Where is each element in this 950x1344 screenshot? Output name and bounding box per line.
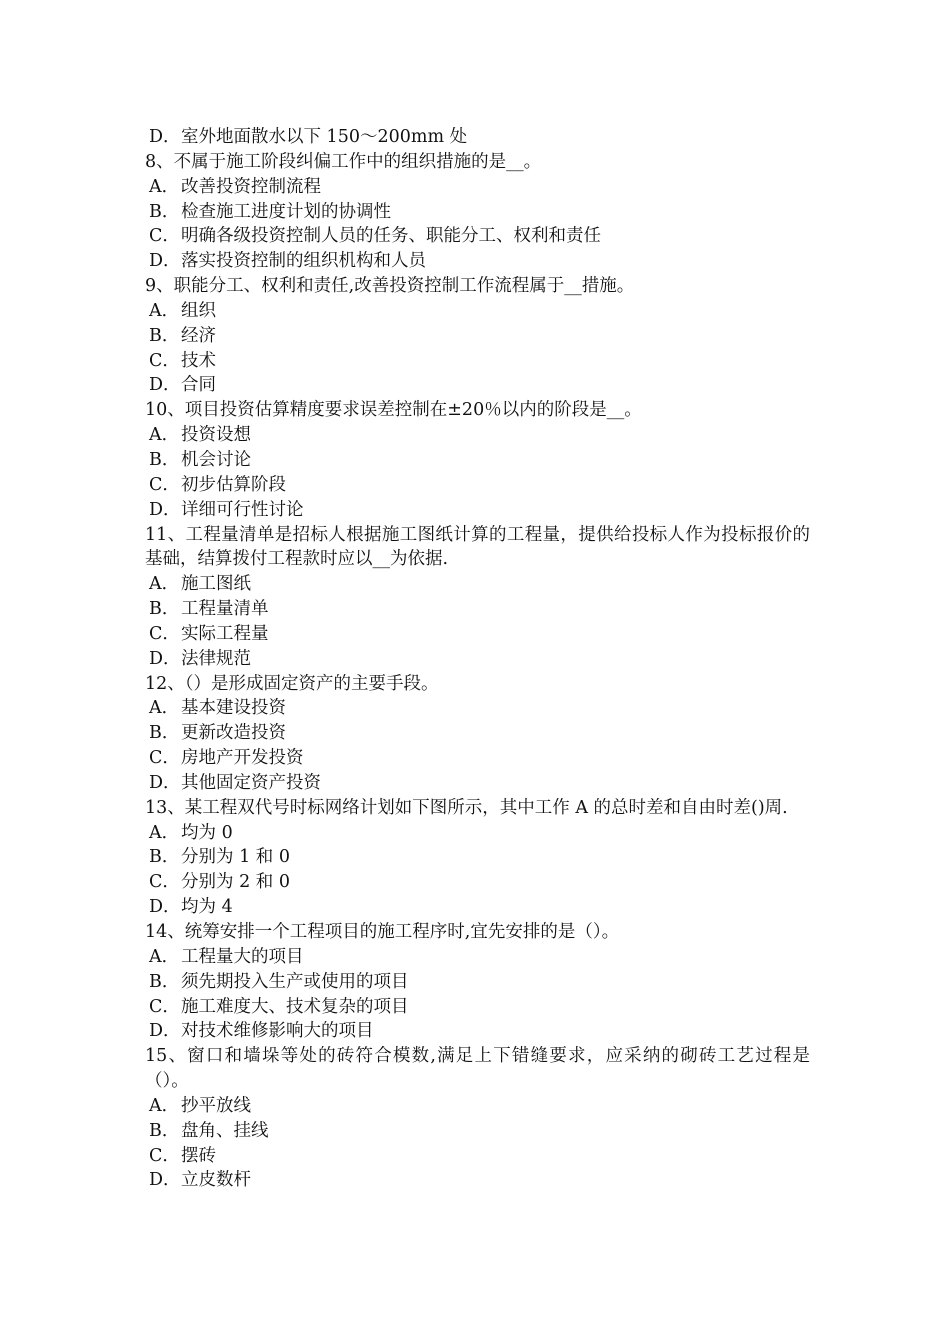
option-letter: B．	[149, 1120, 180, 1141]
option-letter: B．	[149, 449, 180, 470]
option-text: 均为 0	[181, 822, 233, 843]
option-letter: A．	[149, 698, 180, 719]
option-line	[145, 224, 810, 249]
option-letter: B．	[149, 599, 180, 620]
option-text: 基本建设投资	[181, 698, 286, 719]
option-line	[145, 970, 810, 995]
option-text: 实际工程量	[181, 623, 269, 644]
question-stem: 15、窗口和墙垛等处的砖符合模数,满足上下错缝要求，应采纳的砌砖工艺过程是（）。	[145, 1046, 810, 1092]
option-text: 检查施工进度计划的协调性	[181, 201, 391, 222]
option-letter: C．	[149, 623, 180, 644]
option-line	[145, 423, 810, 448]
option-letter: C．	[149, 996, 180, 1017]
option-line	[145, 945, 810, 970]
option-letter: C．	[149, 226, 180, 247]
option-line	[145, 995, 810, 1020]
option-text: 机会讨论	[181, 449, 251, 470]
option-line	[145, 870, 810, 895]
option-text: 落实投资控制的组织机构和人员	[181, 251, 426, 272]
option-letter: D．	[149, 772, 181, 793]
option-text: 组织	[181, 300, 216, 321]
option-letter: C．	[149, 872, 180, 893]
option-line	[145, 1144, 810, 1169]
option-line	[145, 249, 810, 274]
option-letter: B．	[149, 201, 180, 222]
option-line	[145, 1168, 810, 1193]
option-text: 施工难度大、技术复杂的项目	[181, 996, 409, 1017]
question-stem: 14、统筹安排一个工程项目的施工程序时,宜先安排的是（）。	[145, 922, 620, 942]
question-stem: 13、某工程双代号时标网络计划如下图所示，其中工作 A 的总时差和自由时差()周.	[145, 797, 788, 818]
option-letter: D．	[149, 127, 181, 147]
option-text: 技术	[181, 350, 216, 371]
option-line	[145, 597, 810, 622]
option-letter: C．	[149, 474, 180, 495]
option-line	[145, 1094, 810, 1119]
option-line	[145, 771, 810, 796]
question-stem: 9、职能分工、权利和责任,改善投资控制工作流程属于__措施。	[145, 276, 635, 297]
option-line	[145, 696, 810, 721]
option-text: 更新改造投资	[181, 723, 286, 744]
question-stem: 12、（）是形成固定资产的主要手段。	[145, 673, 439, 694]
option-line	[145, 821, 810, 846]
option-text: 抄平放线	[181, 1095, 251, 1116]
option-line	[145, 200, 810, 225]
option-letter: D．	[149, 897, 181, 918]
option-text: 分别为 2 和 0	[181, 872, 290, 893]
option-text: 详细可行性讨论	[181, 499, 304, 520]
option-line	[145, 498, 810, 523]
option-text: 室外地面散水以下 150～200mm 处	[181, 127, 468, 147]
option-text: 均为 4	[181, 897, 233, 918]
option-text: 改善投资控制流程	[181, 176, 321, 197]
option-line	[145, 845, 810, 870]
option-letter: B．	[149, 723, 180, 744]
option-line	[145, 572, 810, 597]
option-text: 工程量清单	[181, 599, 269, 620]
question-stem: 11、工程量清单是招标人根据施工图纸计算的工程量，提供给投标人作为投标报价的基础，结算拨付工程款时应以__为依据.	[145, 524, 810, 570]
option-text: 对技术维修影响大的项目	[181, 1021, 374, 1042]
option-line	[145, 373, 810, 398]
question-stem: 8、不属于施工阶段纠偏工作中的组织措施的是__。	[145, 151, 542, 172]
option-line	[145, 1119, 810, 1144]
option-letter: A．	[149, 1095, 180, 1116]
option-letter: A．	[149, 176, 180, 197]
option-letter: A．	[149, 574, 180, 595]
option-text: 须先期投入生产或使用的项目	[181, 971, 409, 992]
option-line	[145, 622, 810, 647]
option-letter: C．	[149, 1145, 180, 1166]
option-letter: C．	[149, 350, 180, 371]
option-line	[145, 895, 810, 920]
option-text: 初步估算阶段	[181, 474, 286, 495]
option-line	[145, 448, 810, 473]
option-text: 法律规范	[181, 648, 251, 669]
option-letter: D．	[149, 499, 181, 520]
option-text: 房地产开发投资	[181, 748, 304, 769]
option-text: 摆砖	[181, 1145, 216, 1166]
option-line	[145, 299, 810, 324]
option-line	[145, 324, 810, 349]
option-text: 立皮数杆	[181, 1170, 251, 1191]
option-letter: B．	[149, 847, 180, 868]
option-text: 施工图纸	[181, 574, 251, 595]
option-letter: D．	[149, 375, 181, 396]
option-text: 工程量大的项目	[181, 946, 304, 967]
option-text: 盘角、挂线	[181, 1120, 269, 1141]
option-text: 明确各级投资控制人员的任务、职能分工、权利和责任	[181, 226, 601, 247]
option-line	[145, 721, 810, 746]
option-text: 合同	[181, 375, 216, 396]
option-text: 分别为 1 和 0	[181, 847, 290, 868]
option-line	[145, 1019, 810, 1044]
option-letter: C．	[149, 748, 180, 769]
option-letter: D．	[149, 1021, 181, 1042]
option-letter: A．	[149, 300, 180, 321]
question-stem: 10、项目投资估算精度要求误差控制在±20％以内的阶段是__。	[145, 400, 642, 421]
option-line	[145, 349, 810, 374]
option-line	[145, 647, 810, 672]
option-letter: B．	[149, 971, 180, 992]
option-line	[145, 746, 810, 771]
option-letter: D．	[149, 648, 181, 669]
option-letter: A．	[149, 946, 180, 967]
option-text: 经济	[181, 325, 216, 346]
option-letter: A．	[149, 425, 180, 446]
option-letter: D．	[149, 251, 181, 272]
option-letter: B．	[149, 325, 180, 346]
option-letter: D．	[149, 1170, 181, 1191]
question-list	[145, 125, 810, 1193]
option-letter: A．	[149, 822, 180, 843]
option-text: 其他固定资产投资	[181, 772, 321, 793]
option-line	[145, 175, 810, 200]
option-line	[145, 125, 810, 150]
option-line	[145, 473, 810, 498]
option-text: 投资设想	[181, 425, 251, 446]
